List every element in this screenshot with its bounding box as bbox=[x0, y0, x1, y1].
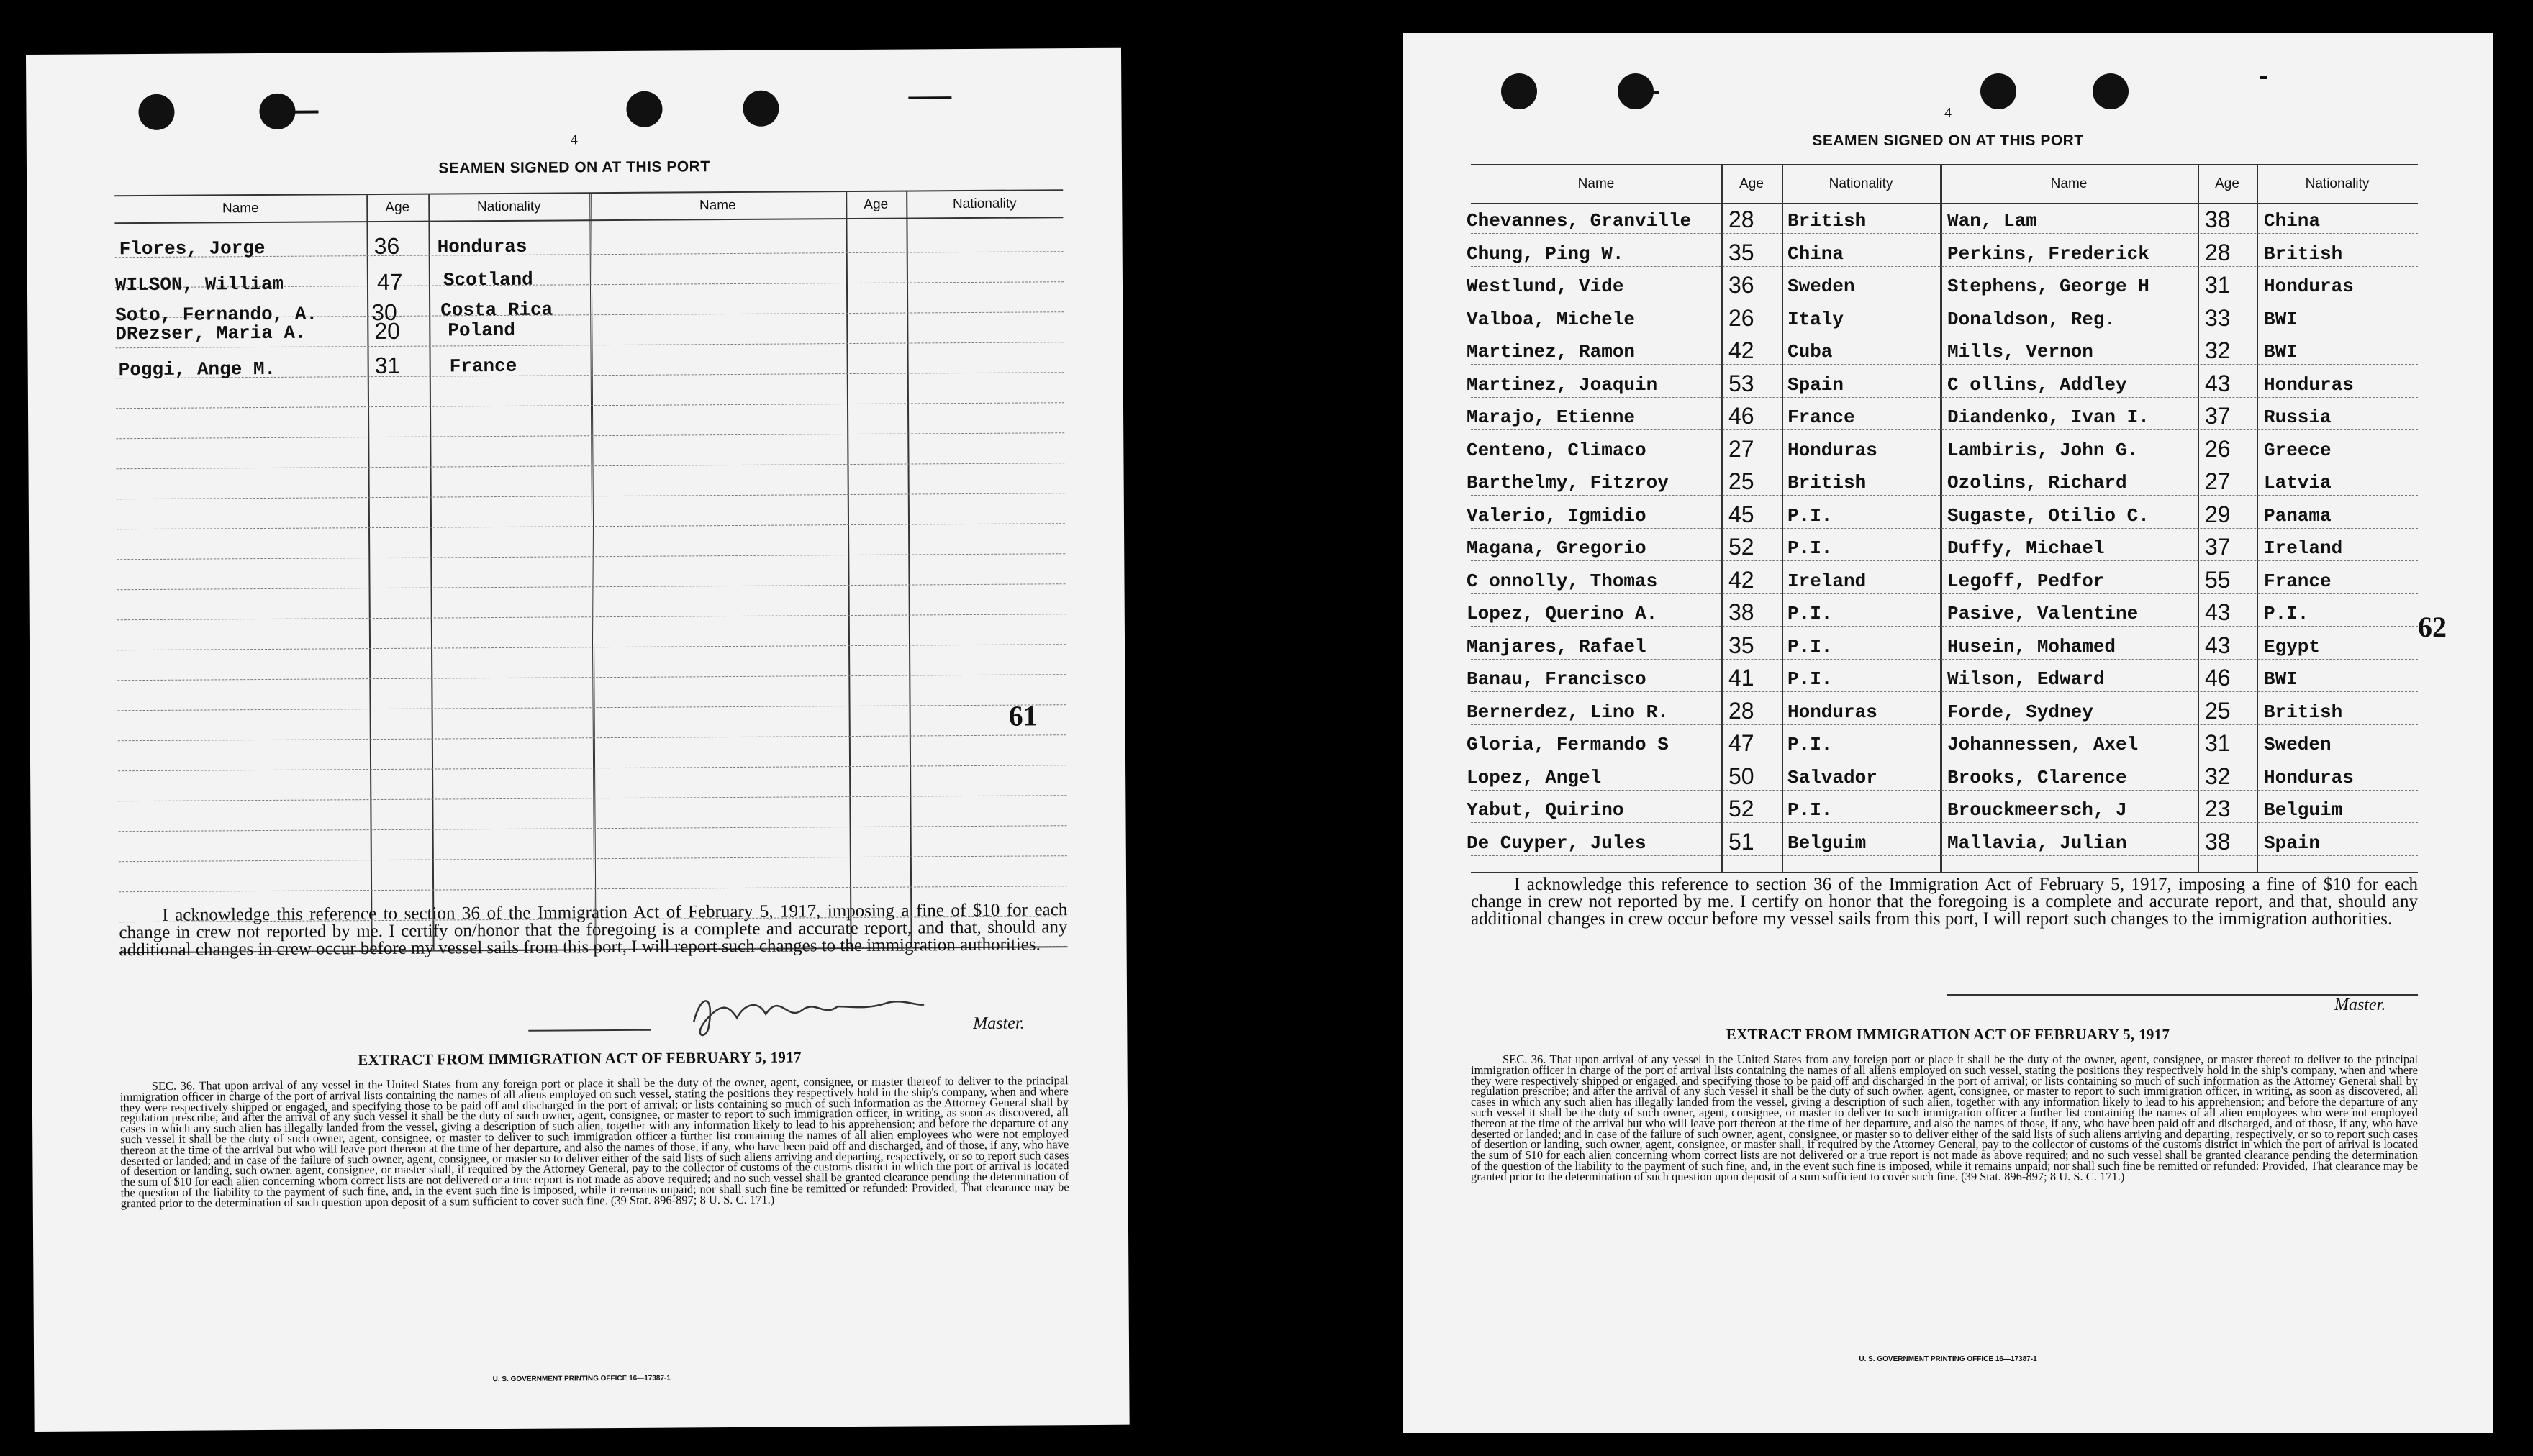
seaman-name: Wan, Lam bbox=[1947, 210, 2037, 232]
seaman-nationality: Costa Rica bbox=[440, 299, 553, 322]
seaman-age: 23 bbox=[2205, 796, 2231, 822]
punch-hole-icon bbox=[743, 91, 779, 127]
printer-line: U. S. GOVERNMENT PRINTING OFFICE 16—17387-1 bbox=[492, 1374, 671, 1384]
seaman-age: 42 bbox=[1728, 566, 1754, 593]
seaman-nationality: P.I. bbox=[1787, 504, 1833, 527]
seaman-name: Wilson, Edward bbox=[1947, 668, 2105, 690]
seaman-name: Donaldson, Reg. bbox=[1947, 308, 2116, 330]
seaman-nationality: Sweden bbox=[2264, 734, 2332, 755]
seaman-nationality: Honduras bbox=[2264, 766, 2354, 788]
seaman-age: 20 bbox=[374, 317, 401, 345]
punch-hole-icon bbox=[1980, 73, 2016, 109]
seaman-name: Pasive, Valentine bbox=[1947, 603, 2139, 624]
seaman-name: Diandenko, Ivan I. bbox=[1947, 406, 2149, 428]
seaman-age: 46 bbox=[2205, 665, 2231, 691]
seaman-age: 31 bbox=[374, 352, 401, 379]
seaman-name: Forde, Sydney bbox=[1947, 701, 2093, 723]
seaman-name: Sugaste, Otilio C. bbox=[1947, 504, 2149, 527]
row-rule bbox=[1471, 233, 2418, 234]
seaman-name: Lopez, Querino A. bbox=[1467, 603, 1658, 624]
row-rule bbox=[1471, 822, 2418, 823]
seaman-age: 38 bbox=[1728, 599, 1754, 625]
seaman-name: Poggi, Ange M. bbox=[118, 358, 276, 381]
seaman-name: Yabut, Quirino bbox=[1467, 799, 1624, 821]
seaman-age: 31 bbox=[2205, 730, 2231, 756]
seaman-name: Brooks, Clarence bbox=[1947, 766, 2127, 788]
seaman-name: Magana, Gregorio bbox=[1467, 537, 1646, 559]
row-rule bbox=[1471, 560, 2418, 561]
seaman-age: 37 bbox=[2205, 534, 2231, 560]
seaman-name: Barthelmy, Fitzroy bbox=[1467, 472, 1669, 493]
seaman-age: 50 bbox=[1728, 763, 1754, 789]
column-header: Age bbox=[385, 199, 410, 215]
left-page bbox=[26, 48, 1130, 1432]
seaman-nationality: Scotland bbox=[443, 268, 533, 291]
right-page bbox=[1403, 33, 2493, 1433]
column-header: Age bbox=[1739, 176, 1764, 191]
acknowledgement-text: I acknowledge this reference to section 36 of the Immigration Act of February 5, 1917, imposing a fine of $10 for each change in crew not reported by me. I certify on/honor that the foregoing is a complete and accurate report, and that, should any additional changes in crew occur before my vessel sails from this port, I will report such changes to the immigration authorities. bbox=[119, 900, 1068, 960]
seaman-age: 42 bbox=[1728, 337, 1754, 363]
seaman-age: 27 bbox=[2205, 468, 2231, 494]
mark-icon bbox=[1652, 91, 1659, 94]
seaman-age: 55 bbox=[2205, 566, 2231, 593]
seaman-age: 43 bbox=[2205, 632, 2231, 658]
seaman-name: Perkins, Frederick bbox=[1947, 242, 2149, 265]
seaman-nationality: Ireland bbox=[1787, 570, 1867, 592]
master-label: Master. bbox=[973, 1014, 1025, 1033]
page-number: 4 bbox=[570, 132, 578, 148]
extract-title: EXTRACT FROM IMMIGRATION ACT OF FEBRUARY 5, 1917 bbox=[358, 1048, 802, 1069]
seaman-age: 36 bbox=[1728, 272, 1754, 298]
seaman-name: WILSON, William bbox=[114, 273, 284, 296]
seaman-name: Westlund, Vide bbox=[1467, 276, 1624, 297]
seaman-name: Mills, Vernon bbox=[1947, 341, 2093, 363]
punch-hole-icon bbox=[138, 94, 174, 130]
punch-hole-icon bbox=[626, 91, 662, 127]
seaman-nationality: Spain bbox=[2264, 832, 2321, 854]
seaman-age: 32 bbox=[2205, 763, 2231, 789]
seaman-age: 28 bbox=[1728, 206, 1754, 232]
master-label: Master. bbox=[2334, 996, 2386, 1014]
seaman-nationality: BWI bbox=[2264, 308, 2298, 330]
mark-icon bbox=[2260, 76, 2267, 79]
seaman-nationality: British bbox=[2264, 701, 2343, 723]
seaman-nationality: P.I. bbox=[1787, 635, 1833, 658]
seaman-nationality: France bbox=[1787, 406, 1855, 428]
seaman-age: 52 bbox=[1728, 534, 1754, 560]
seaman-nationality: China bbox=[2264, 210, 2321, 232]
margin-number: 62 bbox=[2418, 611, 2447, 643]
punch-hole-icon bbox=[1501, 73, 1537, 109]
column-header: Name bbox=[222, 201, 259, 217]
extract-title: EXTRACT FROM IMMIGRATION ACT OF FEBRUARY 5, 1917 bbox=[1726, 1026, 2170, 1043]
seaman-nationality: P.I. bbox=[1787, 603, 1833, 624]
row-rule bbox=[1471, 790, 2418, 791]
seaman-nationality: P.I. bbox=[1787, 668, 1833, 690]
seaman-name: Brouckmeersch, J bbox=[1947, 799, 2127, 821]
seaman-name: Bernerdez, Lino R. bbox=[1467, 701, 1669, 723]
mark-icon bbox=[292, 111, 318, 114]
seaman-age: 32 bbox=[2205, 337, 2231, 363]
seaman-name: Lopez, Angel bbox=[1467, 766, 1602, 788]
seaman-nationality: Honduras bbox=[1787, 701, 1877, 723]
seaman-age: 46 bbox=[1728, 403, 1754, 429]
seaman-nationality: Salvador bbox=[1787, 766, 1877, 788]
seaman-nationality: Belguim bbox=[1787, 832, 1867, 854]
row-rule bbox=[1471, 495, 2418, 496]
punch-hole-icon bbox=[259, 94, 295, 129]
seaman-name: DRezser, Maria A. bbox=[115, 322, 307, 345]
column-header: Nationality bbox=[2305, 176, 2370, 191]
signature-line bbox=[528, 1029, 651, 1032]
column-header: Age bbox=[864, 196, 889, 212]
seaman-nationality: Sweden bbox=[1787, 276, 1855, 297]
column-header: Age bbox=[2215, 176, 2239, 191]
seaman-name: Flores, Jorge bbox=[119, 237, 266, 260]
page-title: SEAMEN SIGNED ON AT THIS PORT bbox=[1812, 132, 2084, 149]
acknowledgement-text: I acknowledge this reference to section 36 of the Immigration Act of February 5, 1917, imposing a fine of $10 for each change in crew not reported by me. I certify on honor that the foregoing is a complete and accurate report, and that, should any additional changes in crew occur before my vessel sails from this port, I will report such changes to the immigration authorities. bbox=[1471, 875, 2418, 929]
seaman-nationality: BWI bbox=[2264, 668, 2298, 690]
seaman-nationality: China bbox=[1787, 242, 1844, 265]
page-title: SEAMEN SIGNED ON AT THIS PORT bbox=[438, 158, 710, 177]
seaman-age: 25 bbox=[2205, 697, 2231, 724]
seaman-nationality: Ireland bbox=[2264, 537, 2343, 559]
seaman-age: 41 bbox=[1728, 665, 1754, 691]
seaman-name: Ozolins, Richard bbox=[1947, 472, 2127, 493]
margin-number: 61 bbox=[1008, 699, 1038, 732]
seamen-table bbox=[1467, 164, 2418, 873]
seaman-nationality: France bbox=[2264, 570, 2332, 592]
seaman-age: 38 bbox=[2205, 828, 2231, 855]
seaman-nationality: British bbox=[1787, 210, 1867, 232]
seaman-name: Stephens, George H bbox=[1947, 276, 2149, 297]
seaman-nationality: P.I. bbox=[1787, 537, 1833, 559]
seaman-nationality: Spain bbox=[1787, 373, 1844, 396]
seaman-name: Centeno, Climaco bbox=[1467, 439, 1646, 461]
seaman-name: Martinez, Ramon bbox=[1467, 341, 1636, 363]
seaman-nationality: Latvia bbox=[2264, 472, 2332, 493]
seaman-name: Valboa, Michele bbox=[1467, 308, 1636, 330]
column-header: Name bbox=[2050, 176, 2088, 191]
seaman-name: Lambiris, John G. bbox=[1947, 439, 2139, 461]
seaman-age: 33 bbox=[2205, 304, 2231, 331]
seaman-age: 26 bbox=[2205, 435, 2231, 462]
seaman-nationality: Honduras bbox=[1787, 439, 1877, 461]
seaman-age: 45 bbox=[1728, 501, 1754, 527]
seaman-age: 47 bbox=[376, 268, 403, 296]
seaman-age: 35 bbox=[1728, 632, 1754, 658]
seaman-name: Valerio, Igmidio bbox=[1467, 504, 1646, 527]
seaman-age: 43 bbox=[2205, 599, 2231, 625]
row-rule bbox=[1471, 397, 2418, 398]
seaman-age: 26 bbox=[1728, 304, 1754, 331]
column-header: Name bbox=[699, 197, 736, 214]
seaman-name: Duffy, Michael bbox=[1947, 537, 2105, 559]
row-rule bbox=[1471, 528, 2418, 529]
seaman-name: Martinez, Joaquin bbox=[1467, 373, 1658, 396]
seaman-age: 28 bbox=[1728, 697, 1754, 724]
seaman-name: Marajo, Etienne bbox=[1467, 406, 1636, 428]
seaman-age: 29 bbox=[2205, 501, 2231, 527]
seaman-name: Chevannes, Granville bbox=[1467, 210, 1692, 232]
seaman-nationality: France bbox=[449, 355, 517, 378]
seaman-name: Manjares, Rafael bbox=[1467, 635, 1646, 658]
seaman-name: De Cuyper, Jules bbox=[1467, 832, 1646, 854]
seaman-name: Banau, Francisco bbox=[1467, 668, 1646, 690]
seamen-table bbox=[114, 189, 1067, 953]
seaman-name: Mallavia, Julian bbox=[1947, 832, 2127, 854]
seaman-name: C onnolly, Thomas bbox=[1467, 570, 1658, 592]
seaman-nationality: Cuba bbox=[1787, 341, 1833, 363]
seaman-nationality: Belguim bbox=[2264, 799, 2343, 821]
extract-text: SEC. 36. That upon arrival of any vessel in the United States from any foreign port or place it shall be the duty of the owner, agent, consignee, or master thereof to deliver to the principal immigration officer in charge of the port of arrival lists containing the names of all aliens employed on such vessel, stating the positions they respectively hold in the ship's company, when and where they were respectively shipped or engaged, and specifying those to be paid off and discharged in the port of arrival; or lists containing so much of such information as the Attorney General shall by regulation prescribe; and after the arrival of any such vessel it shall be the duty of such owner, agent, consignee, or master to report to such immigration officer, in writing, as soon as discovered, all cases in which any such alien has illegally landed from the vessel, giving a description of such alien, together with any information likely to lead to his apprehension; and before the departure of any such vessel it shall be the duty of such owner, agent, consignee, or master to deliver to such immigration officer a further list containing the names of all alien employees who were not employed thereon at the time of the arrival but who will leave port thereon at the time of her departure, and also the names of those, if any, who have been paid off and discharged, and of those, if any, who have deserted or landed; and in case of the failure of such owner, agent, consignee, or master so to deliver either of the said lists of such aliens arriving and departing, respectively, or so to report such cases of desertion or landing, such owner, agent, consignee, or master shall, if required by the Attorney General, pay to the collector of customs of the customs district in which the port of arrival is located the sum of $10 for each alien concerning whom correct lists are not delivered or a true report is not made as above required; and no such vessel shall be granted clearance pending the determination of the question of the liability to the payment of such fine, and, in the event such fine is imposed, while it remains unpaid; nor shall such fine be remitted or refunded: Provided, That clearance may be granted prior to the determination of such question upon deposit of a sum sufficient to cover such fine. (39 Stat. 896-897; 8 U. S. C. 171.) bbox=[1471, 1052, 2418, 1183]
seaman-age: 52 bbox=[1728, 796, 1754, 822]
seaman-nationality: British bbox=[2264, 242, 2343, 265]
column-header: Nationality bbox=[476, 199, 541, 215]
seaman-age: 43 bbox=[2205, 370, 2231, 396]
seaman-age: 31 bbox=[2205, 272, 2231, 298]
seaman-name: Chung, Ping W. bbox=[1467, 242, 1624, 265]
row-rule bbox=[1471, 724, 2418, 725]
seaman-nationality: Russia bbox=[2264, 406, 2332, 428]
seaman-name: C ollins, Addley bbox=[1947, 373, 2127, 396]
column-header: Name bbox=[1577, 176, 1615, 191]
seaman-nationality: Greece bbox=[2264, 439, 2332, 461]
row-rule bbox=[1471, 593, 2418, 594]
row-rule bbox=[1471, 855, 2418, 856]
row-rule bbox=[1471, 266, 2418, 267]
seaman-name: Gloria, Fermando S bbox=[1467, 734, 1669, 755]
seaman-nationality: Honduras bbox=[437, 235, 527, 258]
column-header: Nationality bbox=[952, 196, 1017, 212]
seaman-age: 36 bbox=[373, 232, 400, 260]
seaman-nationality: Italy bbox=[1787, 308, 1844, 330]
seaman-nationality: Egypt bbox=[2264, 635, 2321, 658]
signature-icon bbox=[672, 977, 975, 1044]
seaman-nationality: Panama bbox=[2264, 504, 2332, 527]
seaman-age: 30 bbox=[371, 299, 397, 326]
seaman-age: 28 bbox=[2205, 239, 2231, 265]
seaman-nationality: Poland bbox=[448, 319, 516, 342]
seaman-age: 27 bbox=[1728, 435, 1754, 462]
seaman-nationality: British bbox=[1787, 472, 1867, 493]
seaman-age: 51 bbox=[1728, 828, 1754, 855]
seaman-nationality: BWI bbox=[2264, 341, 2298, 363]
punch-hole-icon bbox=[1618, 73, 1654, 109]
seaman-age: 37 bbox=[2205, 403, 2231, 429]
seaman-name: Husein, Mohamed bbox=[1947, 635, 2116, 658]
seaman-nationality: Honduras bbox=[2264, 276, 2354, 297]
seaman-name: Legoff, Pedfor bbox=[1947, 570, 2105, 592]
printer-line: U. S. GOVERNMENT PRINTING OFFICE 16—17387-1 bbox=[1859, 1355, 2037, 1363]
seaman-name: Soto, Fernando, A. bbox=[115, 303, 318, 327]
seaman-nationality: P.I. bbox=[1787, 799, 1833, 821]
seaman-age: 38 bbox=[2205, 206, 2231, 232]
seaman-nationality: Honduras bbox=[2264, 373, 2354, 396]
seaman-age: 53 bbox=[1728, 370, 1754, 396]
extract-text: SEC. 36. That upon arrival of any vessel in the United States from any foreign port or place it shall be the duty of the owner, agent, consignee, or master thereof to deliver to the principal immigration officer in charge of the port of arrival lists containing the names of all aliens employed on such vessel, stating the positions they respectively hold in the ship's company, when and where they were respectively shipped or engaged, and specifying those to be paid off and discharged in the port of arrival; or lists containing so much of such information as the Attorney General shall by regulation prescribe; and after the arrival of any such vessel it shall be the duty of such owner, agent, consignee, or master to report to such immigration officer, in writing, as soon as discovered, all cases in which any such alien has illegally landed from the vessel, giving a description of such alien, together with any information likely to lead to his apprehension; and before the departure of any such vessel it shall be the duty of such owner, agent, consignee, or master to deliver to such immigration officer a further list containing the names of all alien employees who were not employed thereon at the time of the arrival but who will leave port thereon at the time of her departure, and also the names of those, if any, who have been paid off and discharged, and of those, if any, who have deserted or landed; and in case of the failure of such owner, agent, consignee, or master so to deliver either of the said lists of such aliens arriving and departing, respectively, or so to report such cases of desertion or landing, such owner, agent, consignee, or master shall, if required by the Attorney General, pay to the collector of customs of the customs district in which the port of arrival is located the sum of $10 for each alien concerning whom correct lists are not delivered or a true report is not made as above required; and no such vessel shall be granted clearance pending the determination of the question of the liability to the payment of such fine, and, in the event such fine is imposed, while it remains unpaid; nor shall such fine be remitted or refunded: Provided, That clearance may be granted prior to the determination of such question upon deposit of a sum sufficient to cover such fine. (39 Stat. 896-897; 8 U. S. C. 171.) bbox=[119, 1073, 1069, 1210]
punch-hole-icon bbox=[2093, 73, 2129, 109]
page-number: 4 bbox=[1944, 105, 1952, 121]
column-header: Nationality bbox=[1829, 176, 1893, 191]
row-rule bbox=[1471, 626, 2418, 627]
seaman-nationality: P.I. bbox=[1787, 734, 1833, 755]
mark-icon bbox=[908, 96, 951, 99]
seaman-age: 25 bbox=[1728, 468, 1754, 494]
row-rule bbox=[1471, 429, 2418, 430]
seaman-name: Johannessen, Axel bbox=[1947, 734, 2139, 755]
row-rule bbox=[1471, 364, 2418, 365]
seaman-nationality: P.I. bbox=[2264, 603, 2309, 624]
row-rule bbox=[1471, 691, 2418, 692]
seaman-age: 47 bbox=[1728, 730, 1754, 756]
seaman-age: 35 bbox=[1728, 239, 1754, 265]
row-rule bbox=[1471, 659, 2418, 660]
